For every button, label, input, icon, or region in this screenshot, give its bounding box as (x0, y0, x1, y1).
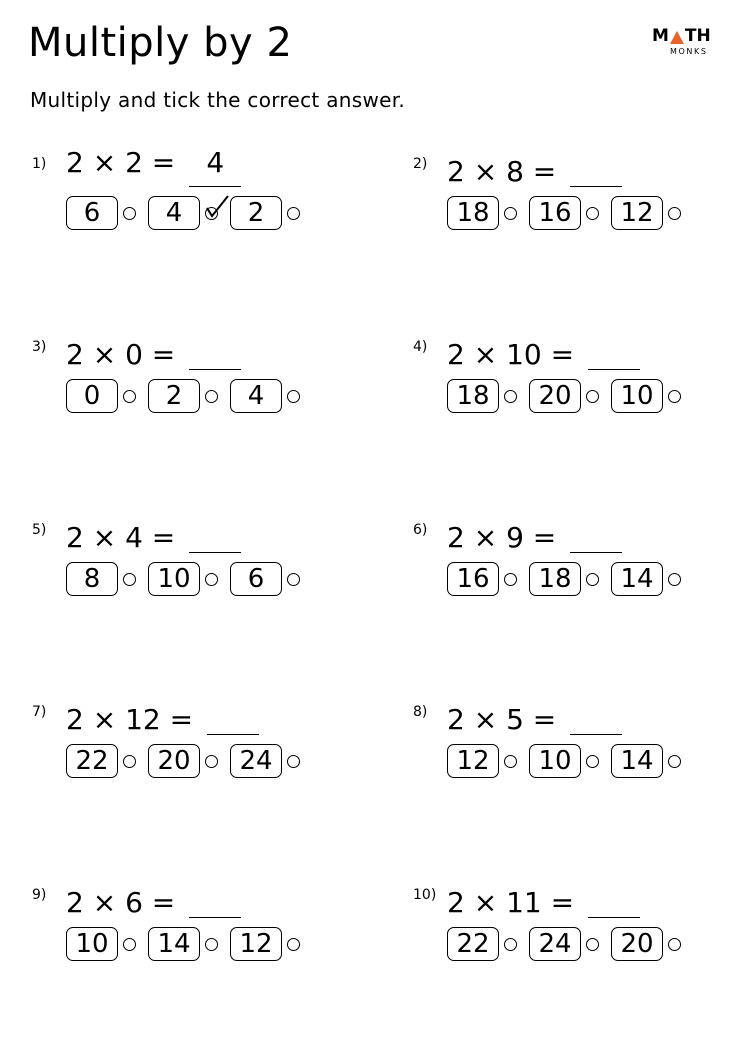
answer-blank[interactable] (570, 700, 622, 735)
choice-value-box[interactable]: 24 (529, 927, 581, 961)
choice-value-box[interactable]: 10 (611, 379, 663, 413)
answer-choice[interactable] (529, 196, 599, 230)
tick-circle[interactable] (504, 755, 517, 768)
equation-expression: 2 × 12 = (66, 703, 194, 736)
problem-3 (32, 333, 362, 453)
problem-number: 7) (32, 704, 47, 720)
problem-1 (32, 146, 362, 270)
equation (66, 512, 241, 554)
checkmark-icon (204, 194, 230, 220)
answer-blank[interactable] (189, 883, 241, 918)
tick-circle[interactable] (205, 573, 218, 586)
answer-choice[interactable] (230, 927, 300, 961)
answer-choice[interactable] (611, 562, 681, 596)
answer-choice[interactable] (611, 379, 681, 413)
equation (66, 146, 241, 181)
equation-expression: 2 × 6 = (66, 886, 176, 919)
tick-circle[interactable] (123, 573, 136, 586)
tick-circle[interactable] (586, 207, 599, 220)
choice-value-box[interactable]: 12 (447, 744, 499, 778)
problem-4 (413, 333, 742, 453)
tick-circle[interactable] (586, 755, 599, 768)
answer-choices (447, 379, 693, 413)
answer-choice[interactable] (611, 744, 681, 778)
problem-number: 9) (32, 887, 47, 903)
tick-circle[interactable] (504, 390, 517, 403)
logo-letters-th: TH (684, 26, 711, 46)
equation (66, 877, 241, 919)
choice-value-box[interactable]: 8 (66, 562, 118, 596)
answer-choices (447, 927, 693, 961)
answer-choice[interactable] (447, 927, 517, 961)
instructions: Multiply and tick the correct answer. (30, 88, 406, 112)
tick-circle[interactable] (123, 207, 136, 220)
choice-value-box[interactable]: 10 (66, 927, 118, 961)
answer-choice[interactable] (66, 744, 136, 778)
choice-value-box[interactable]: 12 (230, 927, 282, 961)
choice-value-box[interactable]: 22 (447, 927, 499, 961)
tick-circle[interactable] (586, 390, 599, 403)
answer-choices (447, 744, 693, 778)
problem-9 (32, 881, 362, 1001)
equation (66, 694, 259, 736)
answer-blank[interactable] (189, 518, 241, 553)
answer-choice[interactable] (66, 196, 136, 230)
equation (447, 512, 622, 554)
answer-choice[interactable] (148, 927, 218, 961)
choice-value-box[interactable]: 14 (611, 562, 663, 596)
tick-circle[interactable] (504, 207, 517, 220)
answer-choice[interactable] (529, 744, 599, 778)
answer-choice[interactable] (66, 379, 136, 413)
answer-choice[interactable] (66, 562, 136, 596)
choice-value-box[interactable]: 18 (529, 562, 581, 596)
answer-choice[interactable] (230, 379, 300, 413)
choice-value-box[interactable]: 10 (148, 562, 200, 596)
answer-choice[interactable] (611, 196, 681, 230)
logo-letter-m: M (652, 26, 669, 46)
tick-circle[interactable] (668, 755, 681, 768)
answer-choice[interactable] (529, 379, 599, 413)
problem-number: 1) (32, 156, 47, 172)
answer-choice[interactable] (447, 196, 517, 230)
answer-blank[interactable] (189, 146, 241, 187)
answer-choice[interactable] (529, 927, 599, 961)
problem-10 (413, 881, 742, 1001)
equation-expression: 2 × 8 = (447, 155, 557, 188)
answer-choice[interactable] (148, 379, 218, 413)
tick-circle[interactable] (123, 938, 136, 951)
choice-value-box[interactable]: 6 (66, 196, 118, 230)
choice-value-box[interactable]: 18 (447, 379, 499, 413)
answer-choice[interactable] (529, 562, 599, 596)
tick-circle[interactable] (287, 755, 300, 768)
answer-choice[interactable] (611, 927, 681, 961)
tick-circle[interactable] (205, 755, 218, 768)
equation-expression: 2 × 10 = (447, 338, 575, 371)
answer-choice[interactable] (447, 744, 517, 778)
tick-circle[interactable] (205, 938, 218, 951)
tick-circle[interactable] (123, 755, 136, 768)
problem-number: 4) (413, 339, 428, 355)
answer-blank[interactable] (570, 152, 622, 187)
choice-value-box[interactable]: 24 (230, 744, 282, 778)
math-monks-logo (652, 28, 722, 62)
tick-circle[interactable] (287, 573, 300, 586)
logo-triangle-icon (670, 31, 684, 44)
problem-number: 8) (413, 704, 428, 720)
answer-choice[interactable] (230, 196, 300, 230)
tick-circle[interactable] (668, 573, 681, 586)
answer-blank[interactable] (207, 700, 259, 735)
answer-choices (66, 196, 312, 230)
choice-value-box[interactable]: 6 (230, 562, 282, 596)
tick-circle[interactable] (668, 938, 681, 951)
tick-circle[interactable] (205, 390, 218, 403)
equation (447, 146, 622, 188)
tick-circle[interactable] (287, 390, 300, 403)
choice-value-box[interactable]: 4 (230, 379, 282, 413)
logo-monks: MONKS (670, 47, 708, 56)
answer-choice[interactable] (66, 927, 136, 961)
answer-choices (447, 196, 693, 230)
answer-choice[interactable] (230, 744, 300, 778)
answer-choice[interactable] (148, 562, 218, 596)
equation-expression: 2 × 9 = (447, 521, 557, 554)
tick-circle[interactable] (668, 207, 681, 220)
choice-value-box[interactable]: 20 (611, 927, 663, 961)
choice-value-box[interactable]: 20 (529, 379, 581, 413)
problem-6 (413, 516, 742, 636)
answer-choices (66, 927, 312, 961)
tick-circle[interactable] (586, 938, 599, 951)
tick-circle[interactable] (287, 938, 300, 951)
answer-text: 4 (206, 146, 225, 179)
answer-blank[interactable] (588, 335, 640, 370)
equation-expression: 2 × 4 = (66, 521, 176, 554)
problem-number: 2) (413, 156, 428, 172)
tick-circle[interactable] (668, 390, 681, 403)
problem-number: 10) (413, 887, 437, 903)
equation (447, 877, 640, 919)
choice-value-box[interactable]: 10 (529, 744, 581, 778)
choice-value-box[interactable]: 0 (66, 379, 118, 413)
answer-choices (66, 379, 312, 413)
answer-choices (66, 744, 312, 778)
choice-value-box[interactable]: 22 (66, 744, 118, 778)
answer-blank[interactable] (588, 883, 640, 918)
choice-value-box[interactable]: 14 (148, 927, 200, 961)
answer-choices (447, 562, 693, 596)
choice-value-box[interactable]: 12 (611, 196, 663, 230)
tick-circle[interactable] (504, 573, 517, 586)
choice-value-box[interactable]: 16 (447, 562, 499, 596)
answer-choice[interactable] (148, 196, 218, 230)
choice-value-box[interactable]: 4 (148, 196, 200, 230)
equation (447, 694, 622, 736)
problem-2 (413, 150, 742, 270)
choice-value-box[interactable]: 16 (529, 196, 581, 230)
choice-value-box[interactable]: 18 (447, 196, 499, 230)
equation (447, 329, 640, 371)
answer-choices (66, 562, 312, 596)
problem-number: 6) (413, 522, 428, 538)
tick-circle[interactable] (586, 573, 599, 586)
choice-value-box[interactable]: 2 (148, 379, 200, 413)
answer-choice[interactable] (230, 562, 300, 596)
choice-value-box[interactable]: 2 (230, 196, 282, 230)
answer-blank[interactable] (189, 335, 241, 370)
answer-choice[interactable] (447, 379, 517, 413)
equation (66, 329, 241, 371)
problem-number: 5) (32, 522, 47, 538)
problem-5 (32, 516, 362, 636)
answer-choice[interactable] (148, 744, 218, 778)
answer-blank[interactable] (570, 518, 622, 553)
choice-value-box[interactable]: 14 (611, 744, 663, 778)
equation-expression: 2 × 2 = (66, 146, 176, 179)
worksheet-title: Multiply by 2 (28, 20, 293, 66)
tick-circle[interactable] (123, 390, 136, 403)
tick-circle[interactable] (504, 938, 517, 951)
choice-value-box[interactable]: 20 (148, 744, 200, 778)
problem-7 (32, 698, 362, 818)
problem-number: 3) (32, 339, 47, 355)
answer-choice[interactable] (447, 562, 517, 596)
problem-8 (413, 698, 742, 818)
equation-expression: 2 × 0 = (66, 338, 176, 371)
tick-circle[interactable] (205, 207, 218, 220)
equation-expression: 2 × 5 = (447, 703, 557, 736)
equation-expression: 2 × 11 = (447, 886, 575, 919)
tick-circle[interactable] (287, 207, 300, 220)
